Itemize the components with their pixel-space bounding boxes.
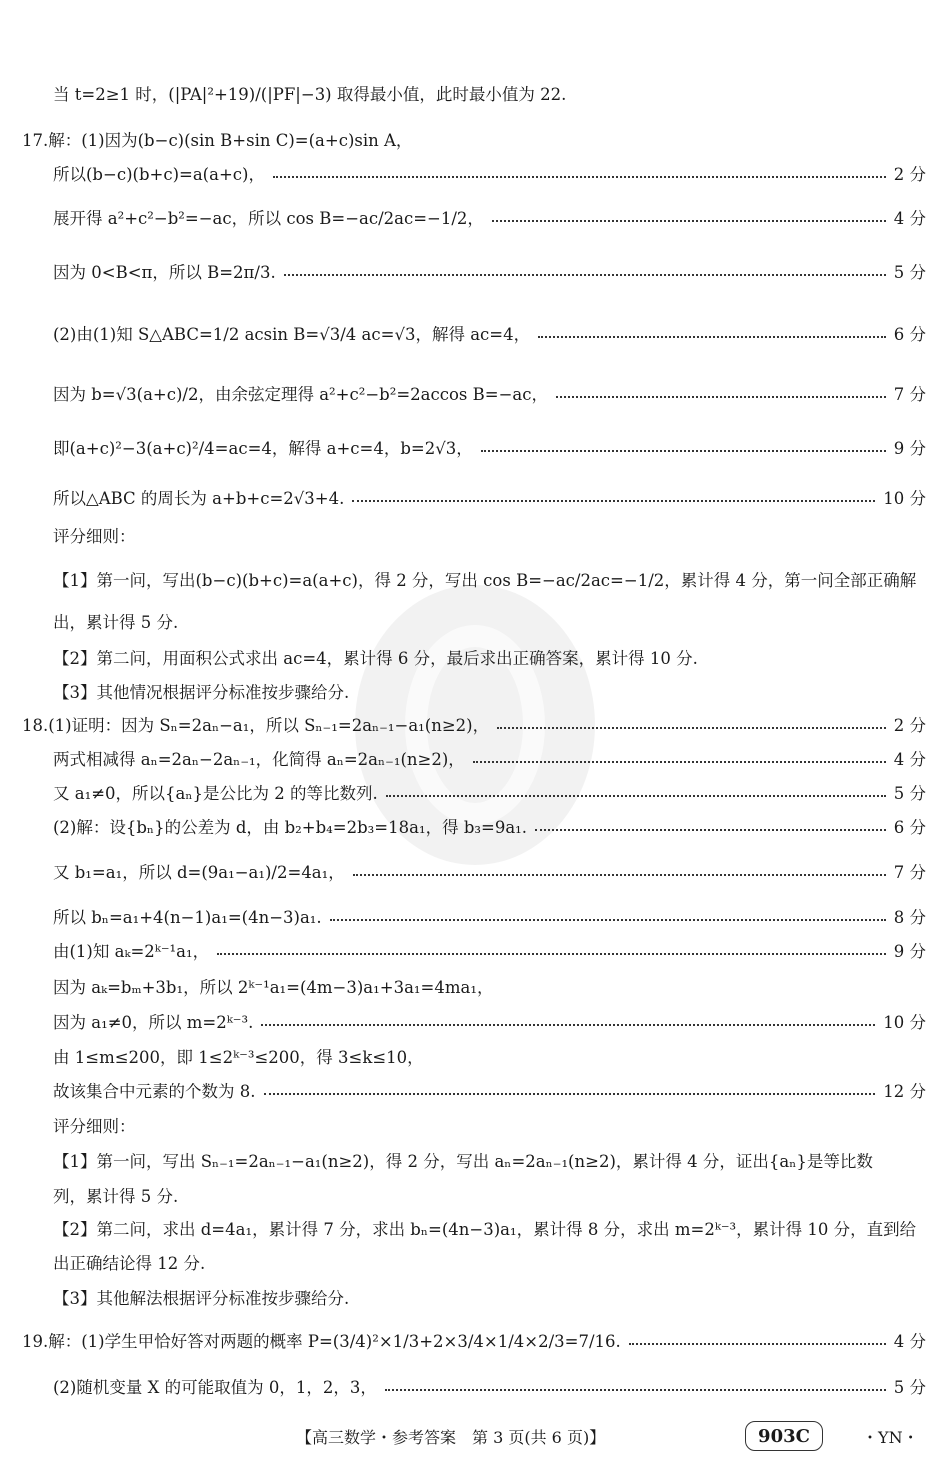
text-line: 又 b₁=a₁，所以 d=(9a₁−a₁)/2=4a₁， 7 分 xyxy=(0,856,950,886)
text-line: 所以 bₙ=a₁+4(n−1)a₁=(4n−3)a₁. 8 分 xyxy=(0,901,950,931)
score-label: 2 分 xyxy=(893,165,926,184)
text-line: 两式相减得 aₙ=2aₙ−2aₙ₋₁，化简得 aₙ=2aₙ₋₁(n≥2)， 4 分 xyxy=(0,743,950,773)
score-label: 5 分 xyxy=(893,784,926,803)
text-line: 因为 aₖ=bₘ+3b₁，所以 2ᵏ⁻¹a₁=(4m−3)a₁+3a₁=4ma₁， xyxy=(53,978,494,997)
score-label: 6 分 xyxy=(893,325,926,344)
text-line: 由 1≤m≤200，即 1≤2ᵏ⁻³≤200，得 3≤k≤10， xyxy=(53,1048,424,1067)
text-line: 由(1)知 aₖ=2ᵏ⁻¹a₁， 9 分 xyxy=(0,935,950,965)
grading-rule: 列，累计得 5 分. xyxy=(53,1187,179,1206)
text-line: 因为 b=√3(a+c)/2，由余弦定理得 a²+c²−b²=2accos B=−ac， 7 分 xyxy=(0,378,950,408)
problem-17-heading: 17.解：(1)因为(b−c)(sin B+sin C)=(a+c)sin A， xyxy=(22,131,413,150)
text-line: (2)由(1)知 S△ABC=1/2 acsin B=√3/4 ac=√3，解得 ac=4， 6 分 xyxy=(0,318,950,348)
text-line: 因为 a₁≠0，所以 m=2ᵏ⁻³. 10 分 xyxy=(0,1006,950,1036)
grading-rules-heading: 评分细则： xyxy=(53,527,136,546)
score-label: 10 分 xyxy=(883,489,926,508)
score-label: 6 分 xyxy=(893,818,926,837)
footer-region: ・YN・ xyxy=(862,1427,919,1447)
text-line: 展开得 a²+c²−b²=−ac，所以 cos B=−ac/2ac=−1/2， 4 分 xyxy=(0,202,950,232)
text-line: (2)解：设{bₙ}的公差为 d，由 b₂+b₄=2b₃=18a₁，得 b₃=9a₁. 6 分 xyxy=(0,811,950,841)
problem-19-heading: 19.解：(1)学生甲恰好答对两题的概率 P=(3/4)²×1/3+2×3/4×1/4×2/3=7/16. 4 分 xyxy=(0,1325,950,1355)
score-label: 7 分 xyxy=(893,385,926,404)
score-label: 9 分 xyxy=(893,942,926,961)
text-line: 所以(b−c)(b+c)=a(a+c)， 2 分 xyxy=(0,158,950,188)
grading-rule: 出，累计得 5 分. xyxy=(53,613,179,632)
score-label: 4 分 xyxy=(893,1332,926,1351)
grading-rule: 【2】第二问，求出 d=4a₁，累计得 7 分，求出 bₙ=(4n−3)a₁，累计得 8 分，求出 m=2ᵏ⁻³，累计得 10 分，直到给 xyxy=(53,1220,917,1239)
grading-rule: 【3】其他情况根据评分标准按步骤给分. xyxy=(53,683,350,702)
score-label: 9 分 xyxy=(893,439,926,458)
text-line: 又 a₁≠0，所以{aₙ}是公比为 2 的等比数列. 5 分 xyxy=(0,777,950,807)
problem-18-heading: 18.(1)证明：因为 Sₙ=2aₙ−a₁，所以 Sₙ₋₁=2aₙ₋₁−a₁(n≥2)， 2 分 xyxy=(0,709,950,739)
text-line: 故该集合中元素的个数为 8. 12 分 xyxy=(0,1075,950,1105)
score-label: 12 分 xyxy=(883,1082,926,1101)
score-label: 2 分 xyxy=(893,716,926,735)
score-label: 4 分 xyxy=(893,750,926,769)
grading-rule: 【3】其他解法根据评分标准按步骤给分. xyxy=(53,1289,350,1308)
grading-rule: 【1】第一问，写出(b−c)(b+c)=a(a+c)，得 2 分，写出 cos B=−ac/2ac=−1/2，累计得 4 分，第一问全部正确解 xyxy=(53,571,917,590)
grading-rule: 【2】第二问，用面积公式求出 ac=4，累计得 6 分，最后求出正确答案，累计得 10 分. xyxy=(53,649,698,668)
text-line: 当 t=2≥1 时，(|PA|²+19)/(|PF|−3) 取得最小值，此时最小值为 22. xyxy=(53,85,567,104)
score-label: 10 分 xyxy=(883,1013,926,1032)
grading-rule: 出正确结论得 12 分. xyxy=(53,1254,206,1273)
text-line: (2)随机变量 X 的可能取值为 0，1，2，3， 5 分 xyxy=(0,1371,950,1401)
score-label: 4 分 xyxy=(893,209,926,228)
text-line: 因为 0<B<π，所以 B=2π/3. 5 分 xyxy=(0,256,950,286)
text-line: 所以△ABC 的周长为 a+b+c=2√3+4. 10 分 xyxy=(0,482,950,512)
exam-code-badge: 903C xyxy=(745,1421,823,1451)
text-line: 即(a+c)²−3(a+c)²/4=ac=4，解得 a+c=4，b=2√3， 9 分 xyxy=(0,432,950,462)
score-label: 5 分 xyxy=(893,263,926,282)
grading-rules-heading: 评分细则： xyxy=(53,1117,136,1136)
score-label: 7 分 xyxy=(893,863,926,882)
score-label: 8 分 xyxy=(893,908,926,927)
footer-title: 【高三数学・参考答案 第 3 页(共 6 页)】 xyxy=(296,1427,606,1447)
score-label: 5 分 xyxy=(893,1378,926,1397)
grading-rule: 【1】第一问，写出 Sₙ₋₁=2aₙ₋₁−a₁(n≥2)，得 2 分，写出 aₙ=2aₙ₋₁(n≥2)，累计得 4 分，证出{aₙ}是等比数 xyxy=(53,1152,873,1171)
